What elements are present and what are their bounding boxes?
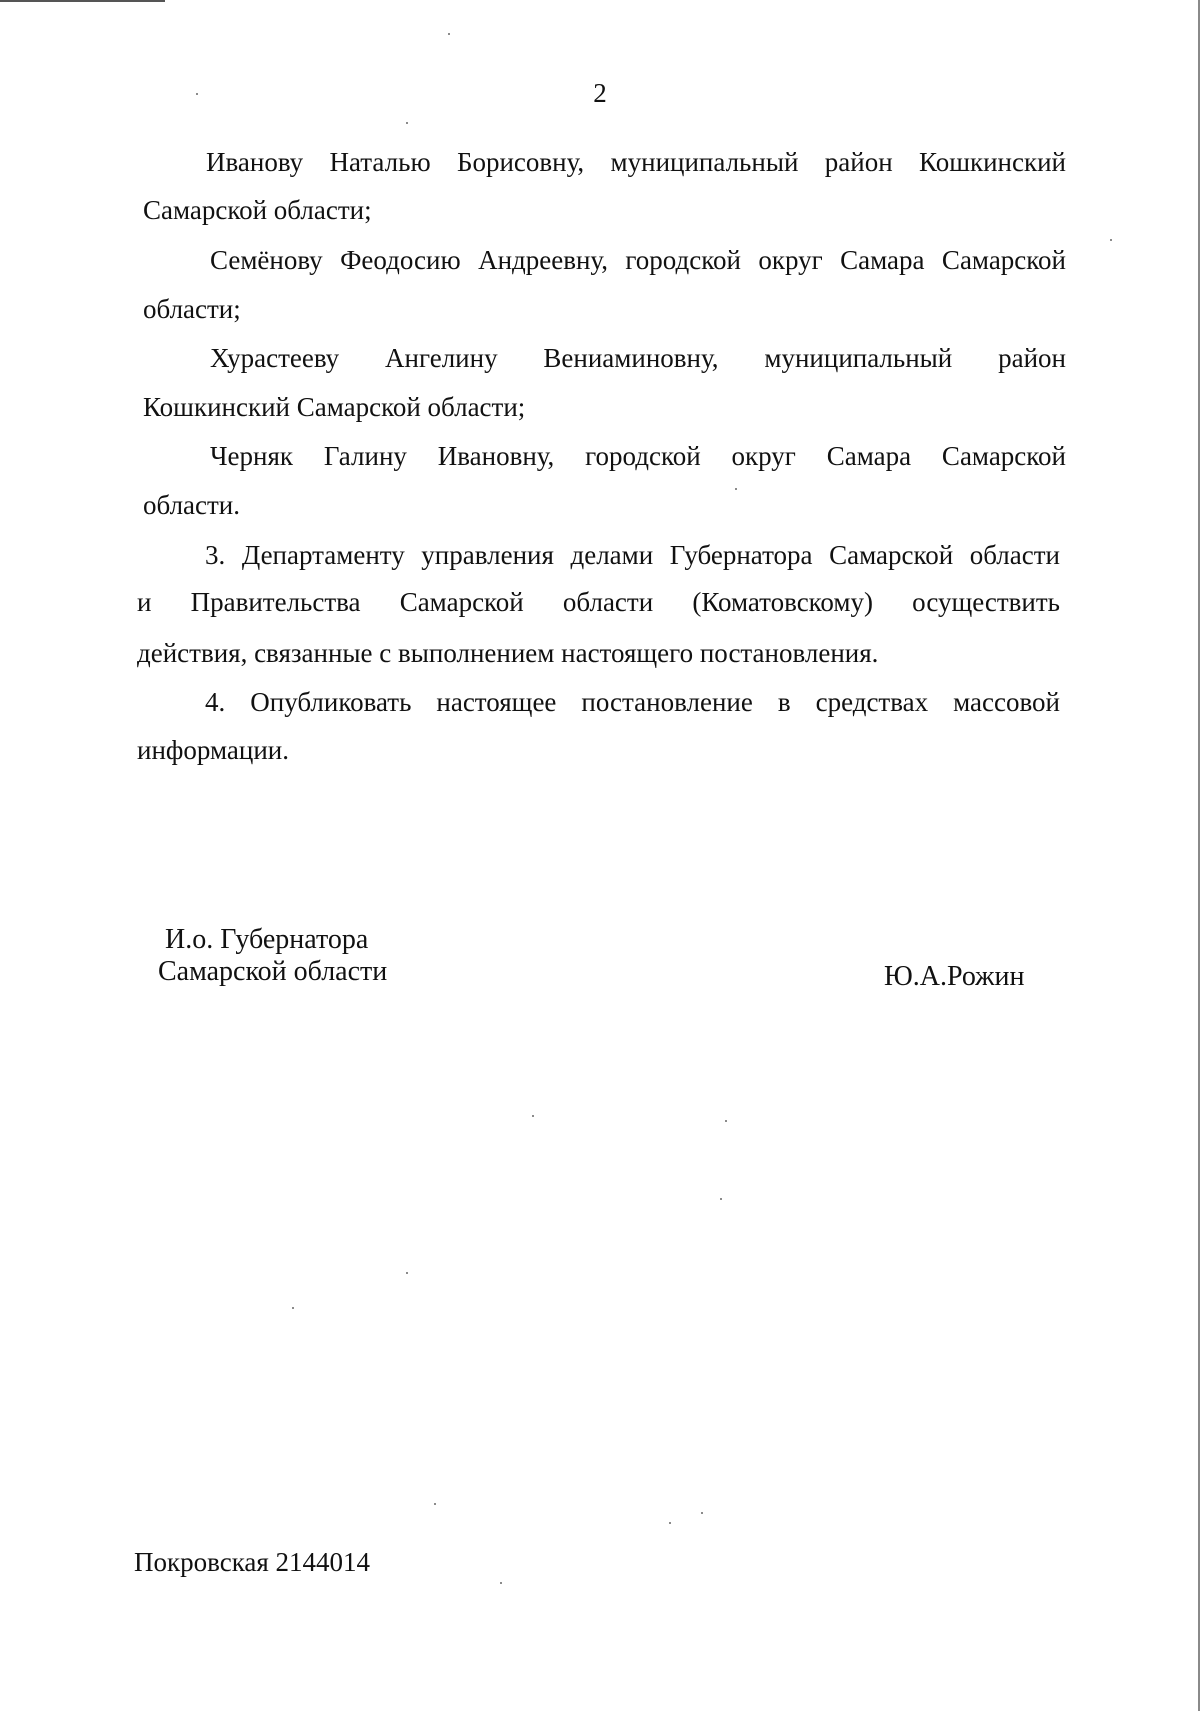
paragraph-2-line-2: области; <box>143 294 241 324</box>
scan-speck <box>735 488 737 490</box>
scan-speck <box>701 1512 703 1514</box>
paragraph-5-line-2: и Правительства Самарской области (Коматовскому) осуществить <box>137 587 1060 617</box>
scan-speck <box>448 33 450 35</box>
paragraph-3-line-2: Кошкинский Самарской области; <box>143 392 526 422</box>
scan-speck <box>1110 239 1112 241</box>
paragraph-1-line-1: Иванову Наталью Борисовну, муниципальный район Кошкинский <box>206 147 1066 177</box>
paragraph-5-line-3: действия, связанные с выполнением настоящего постановления. <box>137 638 879 668</box>
paragraph-4-line-2: области. <box>143 490 241 520</box>
paragraph-1-line-2: Самарской области; <box>143 195 372 225</box>
scan-speck <box>532 1115 534 1117</box>
footer-executor: Покровская 2144014 <box>134 1547 371 1577</box>
paragraph-4-line-1: Черняк Галину Ивановну, городской округ Самара Самарской <box>210 441 1066 471</box>
scan-speck <box>406 1272 408 1274</box>
paragraph-5-line-1: 3. Департаменту управления делами Губернатора Самарской области <box>205 540 1060 570</box>
scan-speck <box>669 1522 671 1524</box>
scan-speck <box>720 1198 722 1200</box>
scan-speck <box>725 1120 727 1122</box>
paragraph-6-line-1: 4. Опубликовать настоящее постановление в средствах массовой <box>205 687 1060 717</box>
paragraph-2-line-1: Семёнову Феодосию Андреевну, городской округ Самара Самарской <box>210 245 1066 275</box>
scan-speck <box>292 1307 294 1309</box>
signature-title-line-1: И.о. Губернатора <box>165 924 369 955</box>
scan-speck <box>500 1582 502 1584</box>
signature-name: Ю.А.Рожин <box>884 961 1025 992</box>
signature-title-line-2: Самарской области <box>158 956 388 987</box>
scan-speck <box>406 122 408 124</box>
page-number: 2 <box>593 78 607 108</box>
scan-edge-top <box>0 0 165 2</box>
paragraph-3-line-1: Хурастееву Ангелину Вениаминовну, муниципальный район <box>210 343 1066 373</box>
scan-speck <box>434 1503 436 1505</box>
paragraph-6-line-2: информации. <box>137 735 289 765</box>
